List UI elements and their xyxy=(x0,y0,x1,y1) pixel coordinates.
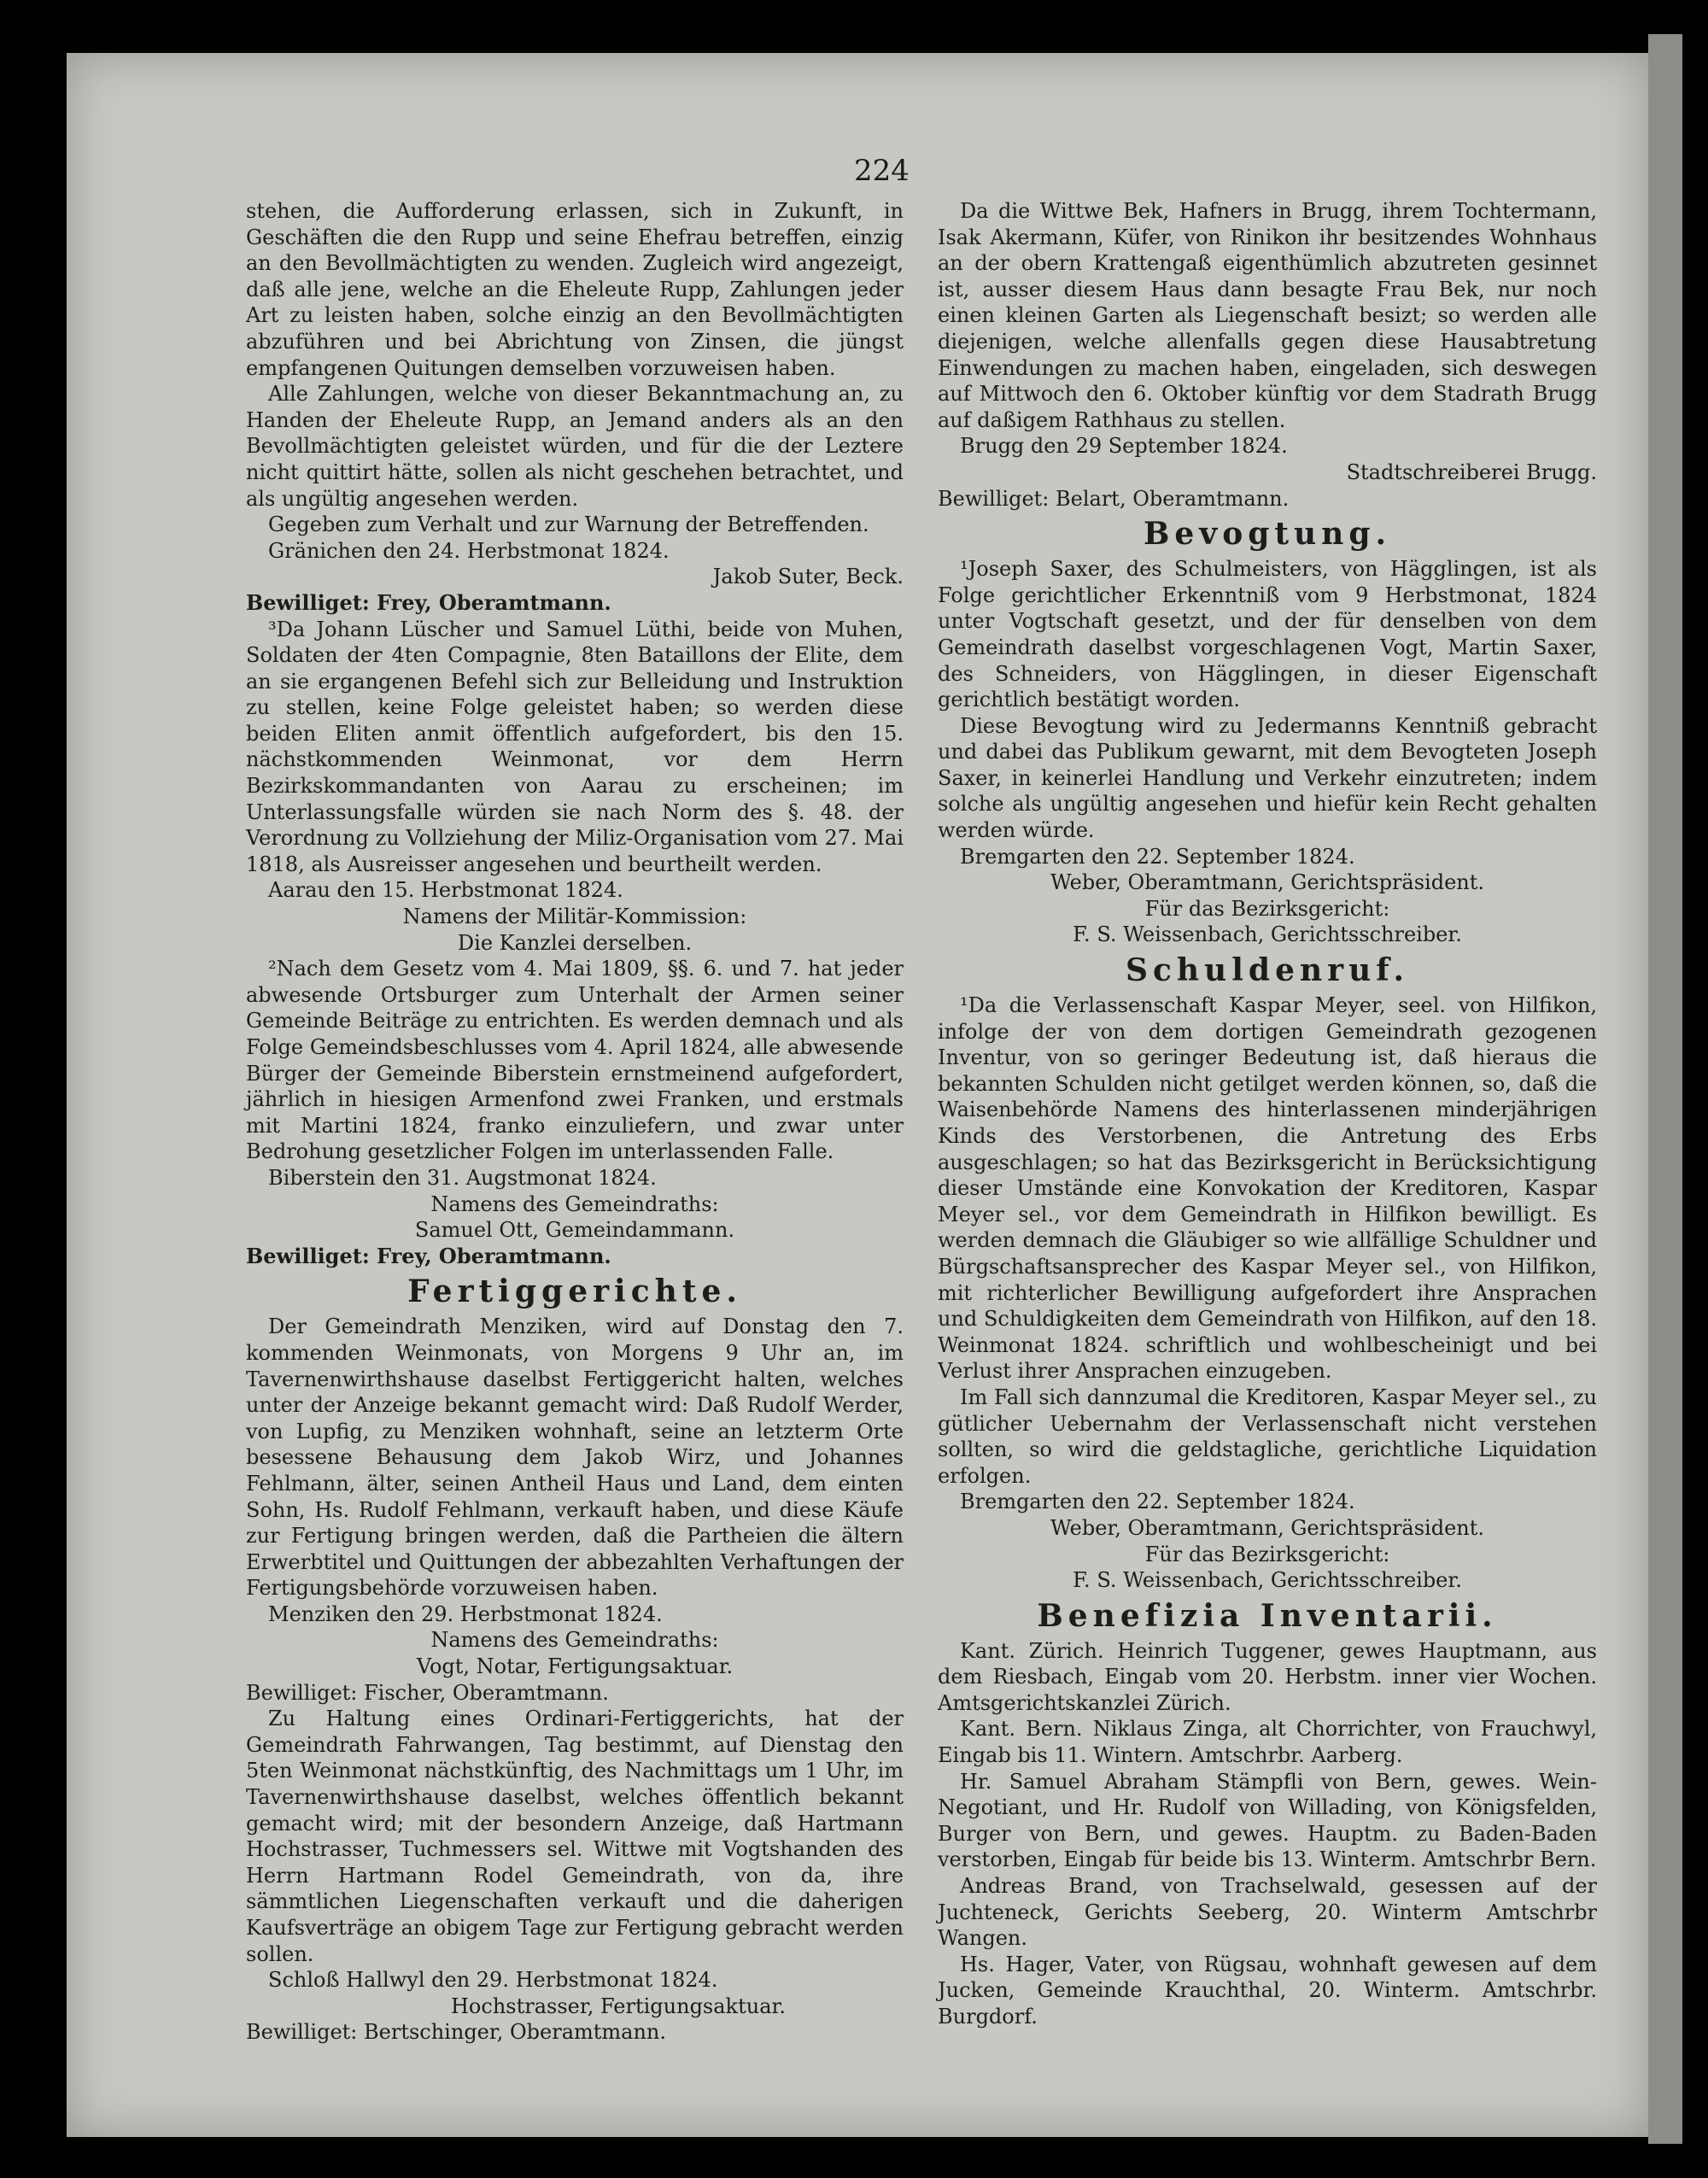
right-paragraph: Hr. Samuel Abraham Stämpfli von Bern, gewes. Wein-Negotiant, und Hr. Rudolf von Willading, von Königsfelden, Burger von Bern, und gewes. Hauptm. zu Baden-Baden verstorben, Eingab für beide bis 13. Winterm. Amtschrbr Bern. xyxy=(938,1769,1597,1872)
right-paragraph: ¹Joseph Saxer, des Schulmeisters, von Hägglingen, ist als Folge gerichtlicher Erkenntniß vom 9 Herbstmonat, 1824 unter Vogtschaft gesetzt, und der für denselben von dem Gemeindrath daselbst vorgeschlagenen Vogt, Martin Saxer, des Schneiders, von Hägglingen, in dieser Eigenschaft gerichtlich bestätigt worden. xyxy=(938,557,1597,712)
left-paragraph: Namens des Gemeindraths: xyxy=(430,1191,719,1216)
left-paragraph: Bewilliget: Frey, Oberamtmann. xyxy=(246,1243,611,1268)
left-paragraph: ²Nach dem Gesetz vom 4. Mai 1809, §§. 6. und 7. hat jeder abwesende Ortsburger zum Unterhalt der Armen seiner Gemeinde Beiträge zu entrichten. Es werden demnach und als Folge Gemeindsbeschlusses vom 4. April 1824, alle abwesende Bürger der Gemeinde Biberstein ernstmeinend aufgefordert, jährlich in hiesigen Armenfond zwei Franken, und erstmals mit Martini 1824, franko einzuliefern, und zwar unter Bedrohung gesetzlicher Folgen im unterlassenden Falle. xyxy=(246,957,904,1164)
left-paragraph: Gränichen den 24. Herbstmonat 1824. xyxy=(268,538,670,563)
left-paragraph: Bewilliget: Fischer, Oberamtmann. xyxy=(246,1680,609,1705)
right-paragraph: Kant. Zürich. Heinrich Tuggener, gewes Hauptmann, aus dem Riesbach, Eingab vom 20. Herbstm. inner vier Wochen. Amtsgerichtskanzlei Zürich. xyxy=(938,1638,1597,1715)
left-paragraph: Samuel Ott, Gemeindammann. xyxy=(414,1218,735,1243)
left-paragraph: Zu Haltung eines Ordinari-Fertiggerichts, hat der Gemeindrath Fahrwangen, Tag bestimmt, auf Dienstag den 5ten Weinmonat nächstkünftig, des Nachmittags um 1 Uhr, im Tavernenwirthshause daselbst, welches öffentlich bekannt gemacht wird; mit der besondern Anzeige, daß Hartmann Hochstrasser, Tuchmessers sel. Wittwe mit Vogtshanden des Herrn Hartmann Rodel Gemeindrath, von da, ihre sämmtlichen Liegenschaften verkauft und die daherigen Kaufsverträge an obigem Tage zur Fertigung gebracht werden sollen. xyxy=(246,1707,904,1966)
right-paragraph: Weber, Oberamtmann, Gerichtspräsident. xyxy=(1050,870,1485,895)
left-paragraph: Biberstein den 31. Augstmonat 1824. xyxy=(268,1165,657,1190)
right-paragraph: Brugg den 29 September 1824. xyxy=(960,434,1288,459)
left-paragraph: Namens der Militär-Kommission: xyxy=(402,905,747,929)
right-paragraph: Kant. Bern. Niklaus Zinga, alt Chorrichter, von Frauchwyl, Eingab bis 11. Wintern. Amtschrbr. Aarberg. xyxy=(938,1717,1597,1768)
right-section-heading: Schuldenruf. xyxy=(1125,952,1410,989)
left-paragraph: Gegeben zum Verhalt und zur Warnung der Betreffenden. xyxy=(268,512,869,537)
right-paragraph: F. S. Weissenbach, Gerichtsschreiber. xyxy=(1073,922,1462,947)
right-paragraph: ¹Da die Verlassenschaft Kaspar Meyer, seel. von Hilfikon, infolge der von dem dortigen Gemeindrath gezogenen Inventur, von so geringer Bedeutung ist, daß hieraus die bekannten Schulden nicht getilget werden können, so, daß die Waisenbehörde Namens des hinterlassenen minderjährigen Kinds des Verstorbenen, die Antretung des Erbs ausgeschlagen; so hat das Bezirksgericht in Berücksichtigung dieser Umstände eine Konvokation der Kreditoren, Kaspar Meyer sel., vor dem Gemeindrath in Hilfikon bewilligt. Es werden demnach die Gläubiger so wie allfällige Schuldner und Bürgschaftsansprecher des Kaspar Meyer sel., von Hilfikon, mit richterlicher Bewilligung aufgefordert ihre Ansprachen und Schuldigkeiten dem Gemeindrath von Hilfikon, auf den 18. Weinmonat 1824. schriftlich und wohlbescheinigt und bei Verlust ihrer Ansprachen einzugeben. xyxy=(938,993,1597,1384)
right-paragraph: Bremgarten den 22. September 1824. xyxy=(960,844,1355,869)
right-paragraph: Da die Wittwe Bek, Hafners in Brugg, ihrem Tochtermann, Isak Akermann, Küfer, von Rinikon ihr besitzendes Wohnhaus an der obern Krattengaß eigenthümlich abzutreten gesinnet ist, ausser diesem Haus dann besagte Frau Bek, nur noch einen kleinen Garten als Liegenschaft besizt; so werden alle diejenigen, welche allenfalls gegen diese Hausabtretung Einwendungen zu machen haben, eingeladen, sich deswegen auf Mittwoch den 6. Oktober künftig vor dem Stadrath Brugg auf daßigem Rathhaus zu stellen. xyxy=(938,199,1597,432)
right-paragraph: Diese Bevogtung wird zu Jedermanns Kenntniß gebracht und dabei das Publikum gewarnt, mit dem Bevogteten Joseph Saxer, in keinerlei Handlung und Verkehr einzutreten; indem solche als ungültig angesehen und hiefür kein Recht gehalten werden würde. xyxy=(938,713,1597,843)
page-number: 224 xyxy=(854,154,910,188)
right-paragraph: Hs. Hager, Vater, von Rügsau, wohnhaft gewesen auf dem Jucken, Gemeinde Krauchthal, 20. Winterm. Amtschrbr. Burgdorf. xyxy=(938,1952,1597,2029)
scan-border-top xyxy=(0,0,1708,17)
left-paragraph: Alle Zahlungen, welche von dieser Bekanntmachung an, zu Handen der Eheleute Rupp, an Jemand anders als an den Bevollmächtigten geleistet würden, und für die der Leztere nicht quittirt hätte, sollen als nicht geschehen betrachtet, und als ungültig angesehen werden. xyxy=(246,382,904,511)
right-section-heading: Benefizia Inventarii. xyxy=(1037,1597,1498,1634)
right-paragraph: F. S. Weissenbach, Gerichtsschreiber. xyxy=(1073,1568,1462,1593)
right-paragraph: Andreas Brand, von Trachselwald, gesessen auf der Juchteneck, Gerichts Seeberg, 20. Winterm Amtschrbr Wangen. xyxy=(938,1874,1597,1951)
left-paragraph: ³Da Johann Lüscher und Samuel Lüthi, beide von Muhen, Soldaten der 4ten Compagnie, 8ten Bataillons der Elite, dem an sie ergangenen Befehl sich zur Belleidung und Instruktion zu stellen, keine Folge geleistet haben; so werden diese beiden Eliten anmit öffentlich aufgefordert, bis den 15. nächstkommenden Weinmonat, vor dem Herrn Bezirkskommandanten von Aarau zu erscheinen; im Unterlassungsfalle würden sie nach Norm des §. 48. der Verordnung zu Vollziehung der Miliz-Organisation vom 27. Mai 1818, als Ausreisser angesehen und beurtheilt werden. xyxy=(246,617,904,876)
right-paragraph: Im Fall sich dannzumal die Kreditoren, Kaspar Meyer sel., zu gütlicher Uebernahm der Verlassenschaft nicht verstehen sollten, so wird die geldstagliche, gerichtliche Liquidation erfolgen. xyxy=(938,1385,1597,1488)
left-paragraph: Der Gemeindrath Menziken, wird auf Donstag den 7. kommenden Weinmonats, von Morgens 9 Uhr an, im Tavernenwirthshause daselbst Fertiggericht halten, welches unter der Anzeige bekannt gemacht wird: Daß Rudolf Werder, von Lupfig, zu Menziken wohnhaft, seine an letzterm Orte besessene Behausung dem Jakob Wirz, und Johannes Fehlmann, älter, seinen Antheil Haus und Land, dem einten Sohn, Hs. Rudolf Fehlmann, verkauft haben, und diese Käufe zur Fertigung bringen werden, daß die Partheien die ältern Erwerbtitel und Quittungen der abbezahlten Verhaftungen der Fertigungsbehörde vorzuweisen haben. xyxy=(246,1314,904,1601)
right-paragraph: Stadtschreiberei Brugg. xyxy=(1346,460,1597,484)
right-paragraph: Für das Bezirksgericht: xyxy=(1144,1542,1390,1566)
right-paragraph: Bewilliget: Belart, Oberamtmann. xyxy=(938,486,1290,511)
left-paragraph: stehen, die Aufforderung erlassen, sich in Zukunft, in Geschäften die den Rupp und seine Ehefrau betreffen, einzig an den Bevollmächtigten zu wenden. Zugleich wird angezeigt, daß alle jene, welche an die Eheleute Rupp, Zahlungen jeder Art zu leisten haben, solche einzig an den Bevollmächtigten abzuführen und bei Abrichtung von Zinsen, die jüngst empfangenen Quitungen demselben vorzuweisen haben. xyxy=(246,199,904,380)
left-paragraph: Die Kanzlei derselben. xyxy=(457,930,693,955)
left-paragraph: Aarau den 15. Herbstmonat 1824. xyxy=(268,878,623,903)
left-paragraph: Menziken den 29. Herbstmonat 1824. xyxy=(268,1601,663,1626)
left-paragraph: Hochstrasser, Fertigungsaktuar. xyxy=(451,1994,786,2018)
left-paragraph: Jakob Suter, Beck. xyxy=(712,565,904,589)
right-paragraph: Für das Bezirksgericht: xyxy=(1144,896,1390,921)
left-paragraph: Namens des Gemeindraths: xyxy=(430,1628,719,1653)
left-paragraph: Schloß Hallwyl den 29. Herbstmonat 1824. xyxy=(268,1968,718,1993)
page-edge xyxy=(1648,34,1682,2144)
right-column xyxy=(938,198,1597,2030)
right-paragraph: Bremgarten den 22. September 1824. xyxy=(960,1490,1355,1514)
left-column xyxy=(246,198,904,2046)
right-paragraph: Weber, Oberamtmann, Gerichtspräsident. xyxy=(1050,1515,1485,1540)
left-paragraph: Vogt, Notar, Fertigungsaktuar. xyxy=(416,1654,734,1679)
left-paragraph: Bewilliget: Bertschinger, Oberamtmann. xyxy=(246,2020,667,2045)
right-section-heading: Bevogtung. xyxy=(1143,516,1392,553)
left-paragraph: Bewilliget: Frey, Oberamtmann. xyxy=(246,589,611,615)
left-section-heading: Fertiggerichte. xyxy=(407,1273,742,1310)
